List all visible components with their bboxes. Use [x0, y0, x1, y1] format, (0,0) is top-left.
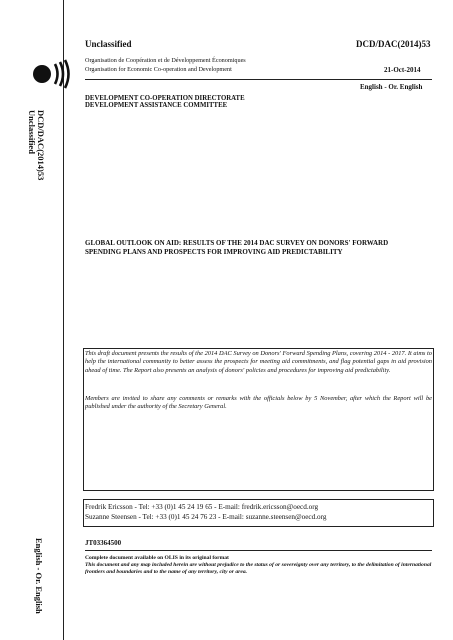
- jt-number: JT03364500: [85, 539, 122, 547]
- document-code: DCD/DAC(2014)53: [356, 39, 431, 49]
- header-rule: [85, 79, 432, 80]
- notice-body: This document and any map included herein are without prejudice to the status of or sovereignty over any territory, to the delimitation of international frontiers and boundaries and to the name of any territory, city or area.: [85, 562, 432, 575]
- directorate-line: DEVELOPMENT CO-OPERATION DIRECTORATE: [85, 95, 245, 102]
- document-title-line2: SPENDING PLANS AND PROSPECTS FOR IMPROVING AID PREDICTABILITY: [85, 248, 343, 256]
- document-title-line1: GLOBAL OUTLOOK ON AID: RESULTS OF THE 2014 DAC SURVEY ON DONORS' FORWARD: [85, 239, 389, 247]
- committee-line: DEVELOPMENT ASSISTANCE COMMITTEE: [85, 102, 228, 109]
- contact-line-2: Suzanne Steensen - Tel: +33 (0)1 45 24 76 23 - E-mail: suzanne.steensen@oecd.org: [85, 513, 327, 521]
- org-name-fr: Organisation de Coopération et de Développement Économiques: [85, 57, 246, 64]
- abstract-paragraph-2: Members are invited to share any comments or remarks with the officials below by 5 November, after which the Report will be published under the authority of the Secretary General.: [85, 395, 432, 411]
- document-date: 21-Oct-2014: [384, 66, 421, 74]
- contacts-box: [83, 499, 434, 527]
- abstract-paragraph-1: This draft document presents the results of the 2014 DAC Survey on Donors' Forward Spending Plans, covering 2014 - 2017. It aims to help the international community to better assess the prospects for meeting aid commitments, and flag potential gaps in aid provision ahead of time. The Report also presents an analysis of donors' policies and procedures for improving aid predictability.: [85, 350, 432, 374]
- contact-line-1: Fredrik Ericsson - Tel: +33 (0)1 45 24 19 65 - E-mail: fredrik.ericsson@oecd.org: [85, 503, 319, 511]
- oecd-logo-icon: [30, 56, 74, 92]
- margin-rule: [63, 0, 64, 640]
- margin-doc-code: DCD/DAC(2014)53: [36, 110, 46, 181]
- margin-classification: Unclassified: [27, 110, 37, 154]
- classification-label: Unclassified: [85, 39, 132, 49]
- abstract-box: [83, 348, 434, 491]
- language-label: English - Or. English: [360, 83, 423, 91]
- margin-language: English - Or. English: [34, 538, 44, 614]
- footer-rule: [85, 550, 432, 551]
- notice-title: Complete document available on OLIS in its original format: [85, 555, 229, 561]
- org-name-en: Organisation for Economic Co-operation and Development: [85, 66, 232, 73]
